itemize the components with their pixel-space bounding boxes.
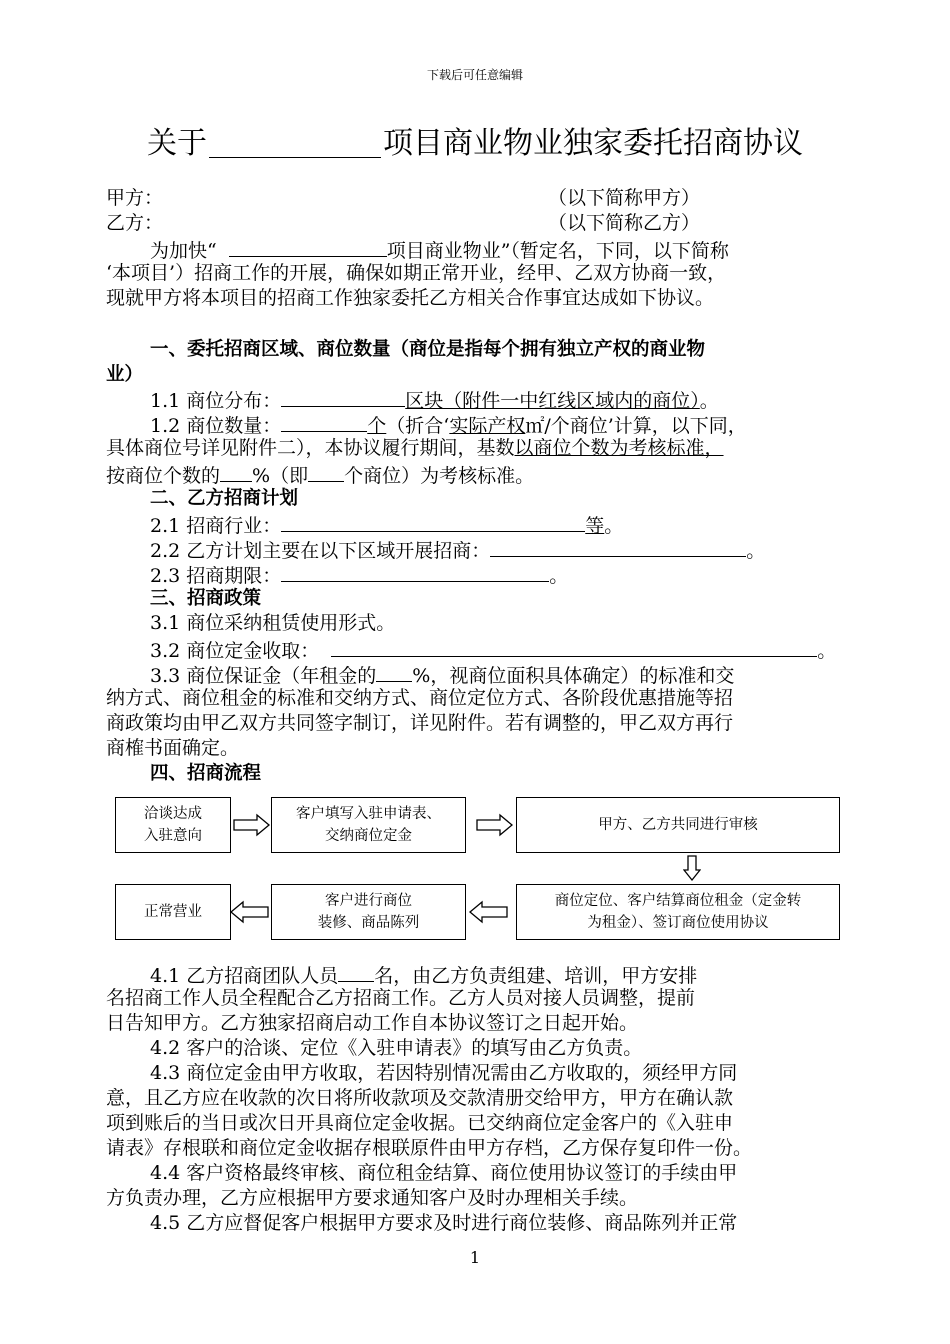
down-arrow-icon: [683, 855, 701, 881]
clause-1-2-line-2: [106, 436, 724, 461]
party-a-label: 甲方：: [106, 187, 164, 209]
clause-text: 。: [817, 640, 837, 662]
clause-text: 。: [699, 390, 719, 412]
page-number: 1: [469, 1248, 481, 1267]
flow-step-review: [516, 797, 840, 853]
flow-step-operation: [115, 884, 231, 940]
clause-text: 按商位个数的: [106, 465, 221, 487]
clause-3-3: [150, 661, 734, 689]
section-3-heading: 三、招商政策: [150, 588, 262, 609]
clause-text: 名，由乙方负责组建、培训，甲方安排: [374, 965, 698, 987]
party-b-label: 乙方：: [106, 212, 164, 234]
project-name-blank: [229, 236, 387, 257]
clause-4-3: 4.3 商位定金由甲方收取，若因特别情况需由乙方收取的，须经甲方同: [150, 1062, 738, 1084]
clause-1-2: [150, 411, 747, 439]
clause-3-1: 3.1 商位采纳租赁使用形式。: [150, 612, 396, 634]
clause-text: 等: [585, 515, 605, 537]
clause-4-1: [150, 961, 697, 989]
blank-field: [376, 661, 412, 682]
intro-text: 为加快“: [150, 240, 217, 262]
flow-step-label: 商位定位、客户结算商位租金（定金转 为租金）、签订商位使用协议: [554, 893, 802, 931]
clause-4-3-line-3: 项到账后的当日或次日开具商位定金收据。已交纳商位定金客户的《入驻申: [106, 1112, 734, 1134]
clause-text: 1.2 商位数量：: [150, 415, 282, 437]
title-suffix: 项目商业物业独家委托招商协议: [383, 126, 803, 161]
clause-2-3: [150, 561, 568, 589]
flow-step-label: 甲方、乙方共同进行审核: [598, 817, 758, 833]
party-b-note: （以下简称乙方）: [548, 212, 701, 234]
document-title: [0, 118, 950, 162]
clause-4-3-line-4: 请表》存根联和商位定金收据存根联原件由甲方存档，乙方保存复印件一份。: [106, 1137, 753, 1159]
blank-field: [281, 411, 367, 432]
clause-text: ㎡/个商位’计算，以下同，: [525, 415, 747, 437]
clause-4-3-line-2: 意，且乙方应在收款的次日将所收款项及交款清册交给甲方，甲方在确认款: [106, 1087, 734, 1109]
clause-text: 4.1 乙方招商团队人员: [150, 965, 339, 987]
blank-field: [220, 461, 252, 482]
right-arrow-icon: [476, 813, 514, 837]
clause-4-1-line-3: 日告知甲方。乙方独家招商启动工作自本协议签订之日起开始。: [106, 1012, 639, 1034]
intro-text: 项目商业物业”（暂定名，下同，以下简称: [386, 240, 729, 262]
clause-3-2: [150, 636, 836, 664]
flow-step-label: 洽谈达成 入驻意向: [144, 806, 202, 844]
clause-text: 2.2 乙方计划主要在以下区域开展招商：: [150, 540, 491, 562]
blank-field: [338, 961, 374, 982]
section-4-heading: 四、招商流程: [150, 763, 262, 784]
flow-step-label: 正常营业: [144, 904, 202, 920]
intro-line-3: 现就甲方将本项目的招商工作独家委托乙方相关合作事宜达成如下协议。: [106, 287, 715, 309]
blank-field: [281, 511, 585, 532]
clause-3-3-line-2: 纳方式、商位租金的标准和交纳方式、商位定位方式、各阶段优惠措施等招: [106, 687, 734, 709]
right-arrow-icon: [233, 813, 271, 837]
title-blank: [209, 129, 381, 158]
blank-field: [490, 536, 746, 557]
flow-step-settlement: [516, 884, 840, 940]
clause-4-5: 4.5 乙方应督促客户根据甲方要求及时进行商位装修、商品陈列并正常: [150, 1212, 738, 1234]
left-arrow-icon: [229, 900, 269, 924]
clause-3-3-line-4: 商榷书面确定。: [106, 737, 240, 759]
intro-line-2: ‘本项目’）招商工作的开展，确保如期正常开业，经甲、乙双方协商一致，: [106, 262, 727, 284]
left-arrow-icon: [468, 900, 508, 924]
blank-field: [331, 636, 817, 657]
clause-text: （折合‘: [386, 415, 450, 437]
clause-text: 1.1 商位分布：: [150, 390, 282, 412]
section-2-heading: 二、乙方招商计划: [150, 488, 299, 509]
blank-field: [281, 386, 405, 407]
clause-text: 区块（附件一中红线区域内的商位）: [405, 390, 700, 412]
flow-step-label: 客户进行商位 装修、商品陈列: [317, 893, 420, 931]
clause-text: 2.1 招商行业：: [150, 515, 282, 537]
intro-line-1: [150, 236, 729, 264]
clause-1-2-line-3: [106, 461, 534, 489]
clause-1-1: [150, 386, 719, 414]
clause-4-4: 4.4 客户资格最终审核、商位租金结算、商位使用协议签订的手续由甲: [150, 1162, 738, 1184]
clause-text: 。: [604, 515, 624, 537]
blank-field: [281, 561, 549, 582]
section-1-heading: 一、委托招商区域、商位数量（商位是指每个拥有独立产权的商业物: [150, 339, 706, 360]
clause-text: %（即: [252, 465, 309, 487]
blank-field: [308, 461, 344, 482]
flow-step-label: 客户填写入驻申请表、 交纳商位定金: [296, 806, 441, 844]
clause-4-4-line-2: 方负责办理，乙方应根据甲方要求通知客户及时办理相关手续。: [106, 1187, 639, 1209]
party-a-note: （以下简称甲方）: [548, 187, 701, 209]
title-prefix: 关于: [147, 126, 207, 161]
clause-2-2: [150, 536, 765, 564]
flow-step-negotiation: [115, 797, 231, 853]
clause-4-2: 4.2 客户的洽谈、定位《入驻申请表》的填写由乙方负责。: [150, 1037, 643, 1059]
clause-text: 个商位）为考核标准。: [344, 465, 535, 487]
clause-text: 个: [367, 415, 387, 437]
clause-text: 具体商位号详见附件二），本协议履行期间，基数: [106, 437, 515, 459]
clause-3-3-line-3: 商政策均由甲乙双方共同签字制订，详见附件。若有调整的，甲乙双方再行: [106, 712, 734, 734]
clause-text: %，视商位面积具体确定）的标准和交: [412, 665, 735, 687]
clause-text: 3.2 商位定金收取：: [150, 640, 320, 662]
page-header: 下载后可任意编辑: [426, 68, 523, 82]
clause-text: 。: [746, 540, 766, 562]
flow-step-application: [271, 797, 466, 853]
clause-2-1: [150, 511, 623, 539]
section-1-heading-cont: 业）: [106, 364, 144, 385]
clause-text: 实际产权: [449, 415, 526, 437]
clause-text: 2.3 招商期限：: [150, 565, 282, 587]
flow-step-decoration: [271, 884, 466, 940]
clause-text: 以商位个数为考核标准，: [514, 437, 724, 459]
clause-4-1-line-2: 名招商工作人员全程配合乙方招商工作。乙方人员对接人员调整，提前: [106, 987, 696, 1009]
clause-text: 。: [549, 565, 569, 587]
clause-text: 3.3 商位保证金（年租金的: [150, 665, 377, 687]
